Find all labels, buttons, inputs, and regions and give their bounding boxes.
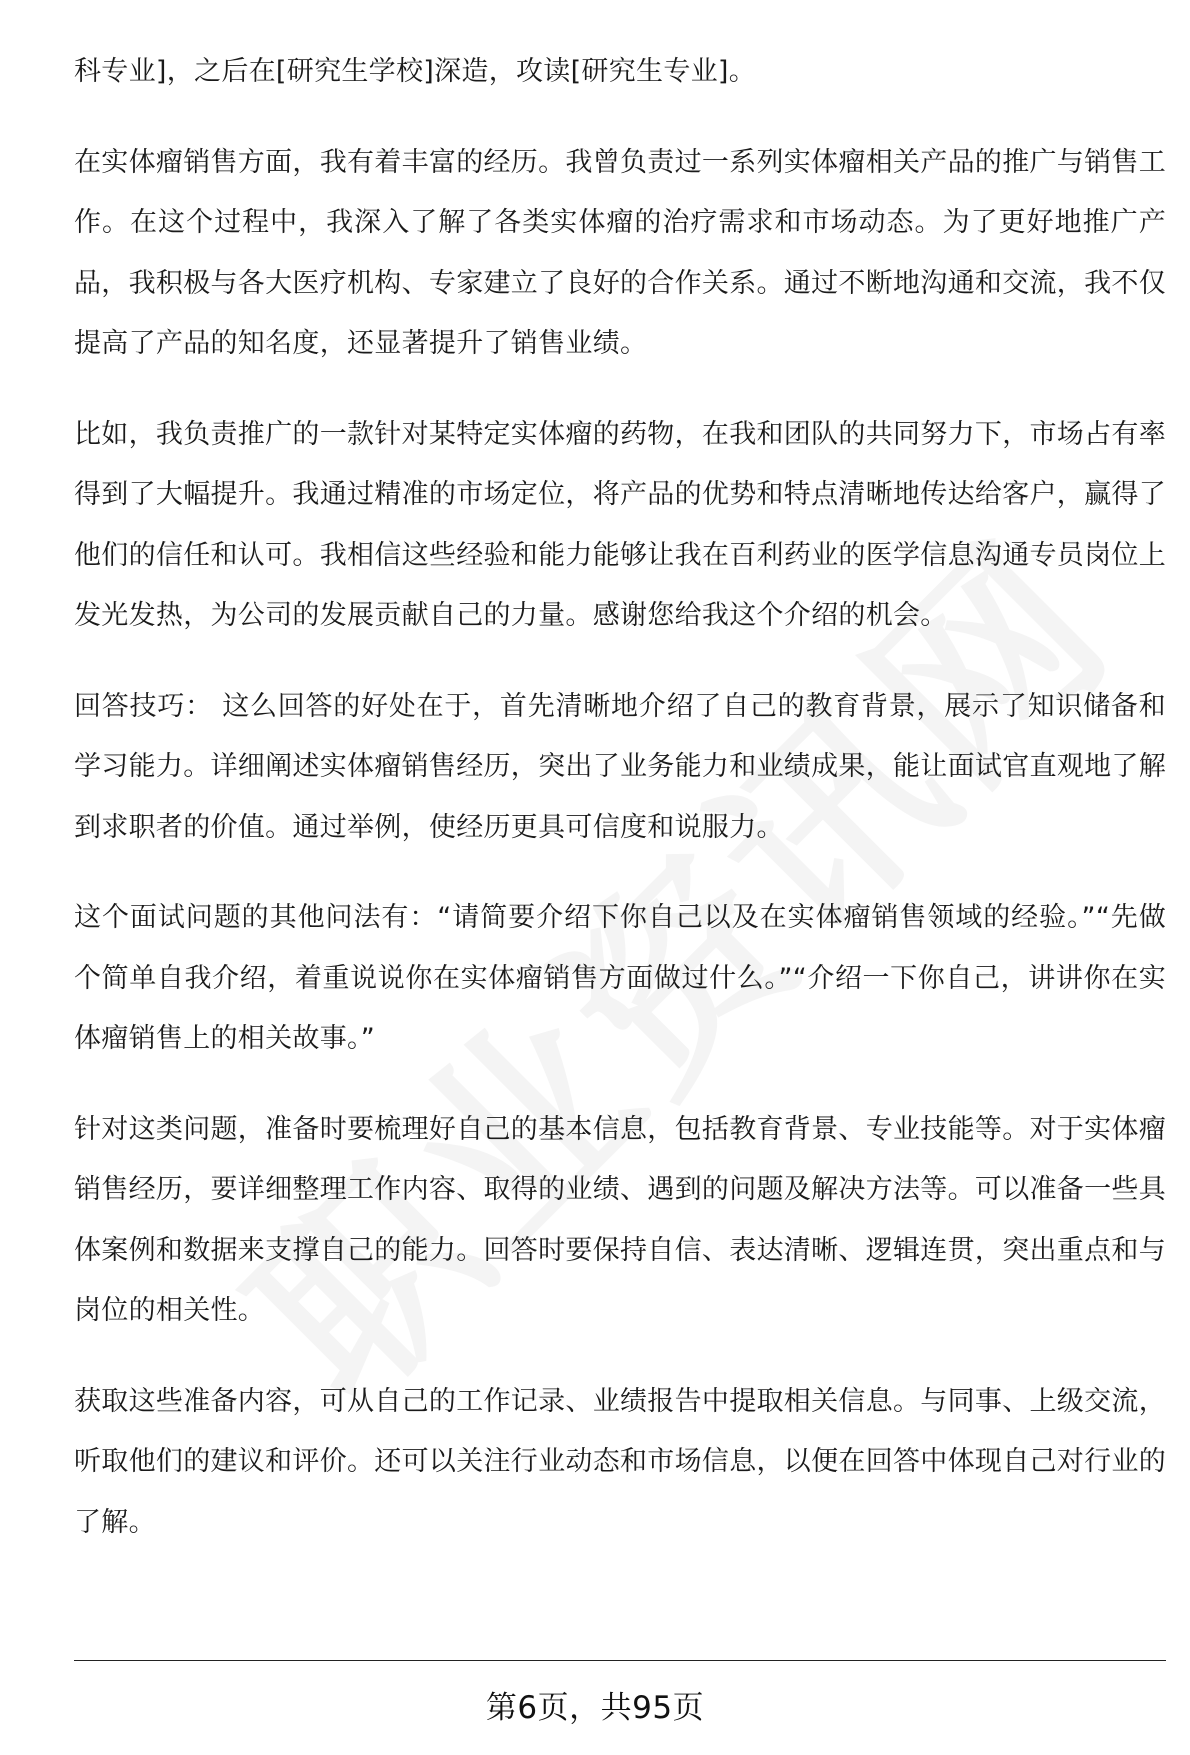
page-number: 第6页，共95页 bbox=[485, 1690, 705, 1726]
footer-divider bbox=[74, 1660, 1166, 1661]
document-body bbox=[74, 42, 1166, 1583]
paragraph-alternate-questions: 这个面试问题的其他问法有：“请简要介绍下你自己以及在实体瘤销售领域的经验。”“先做个简单自我介绍，着重说说你在实体瘤销售方面做过什么。”“介绍一下你自己，讲讲你在实体瘤销售上的相关故事。” bbox=[74, 902, 1166, 1054]
paragraph-preparation: 针对这类问题，准备时要梳理好自己的基本信息，包括教育背景、专业技能等。对于实体瘤销售经历，要详细整理工作内容、取得的业绩、遇到的问题及解决方法等。可以准备一些具体案例和数据来支撑自己的能力。回答时要保持自信、表达清晰、逻辑连贯，突出重点和与岗位的相关性。 bbox=[74, 1113, 1166, 1326]
paragraph-sales-experience: 在实体瘤销售方面，我有着丰富的经历。我曾负责过一系列实体瘤相关产品的推广与销售工作。在这个过程中，我深入了解了各类实体瘤的治疗需求和市场动态。为了更好地推广产品，我积极与各大医疗机构、专家建立了良好的合作关系。通过不断地沟通和交流，我不仅提高了产品的知名度，还显著提升了销售业绩。 bbox=[74, 146, 1166, 359]
paragraph-answer-tips: 回答技巧： 这么回答的好处在于，首先清晰地介绍了自己的教育背景，展示了知识储备和学习能力。详细阐述实体瘤销售经历，突出了业务能力和业绩成果，能让面试官直观地了解到求职者的价值。通过举例，使经历更具可信度和说服力。 bbox=[74, 690, 1166, 843]
paragraph-sources: 获取这些准备内容，可从自己的工作记录、业绩报告中提取相关信息。与同事、上级交流，听取他们的建议和评价。还可以关注行业动态和市场信息，以便在回答中体现自己对行业的了解。 bbox=[74, 1385, 1166, 1538]
paragraph-education-continued: 科专业]，之后在[研究生学校]深造，攻读[研究生专业]。 bbox=[74, 56, 757, 87]
paragraph-example: 比如，我负责推广的一款针对某特定实体瘤的药物，在我和团队的共同努力下，市场占有率得到了大幅提升。我通过精准的市场定位，将产品的优势和特点清晰地传达给客户，赢得了他们的信任和认可。我相信这些经验和能力能够让我在百利药业的医学信息沟通专员岗位上发光发热，为公司的发展贡献自己的力量。感谢您给我这个介绍的机会。 bbox=[74, 418, 1166, 631]
